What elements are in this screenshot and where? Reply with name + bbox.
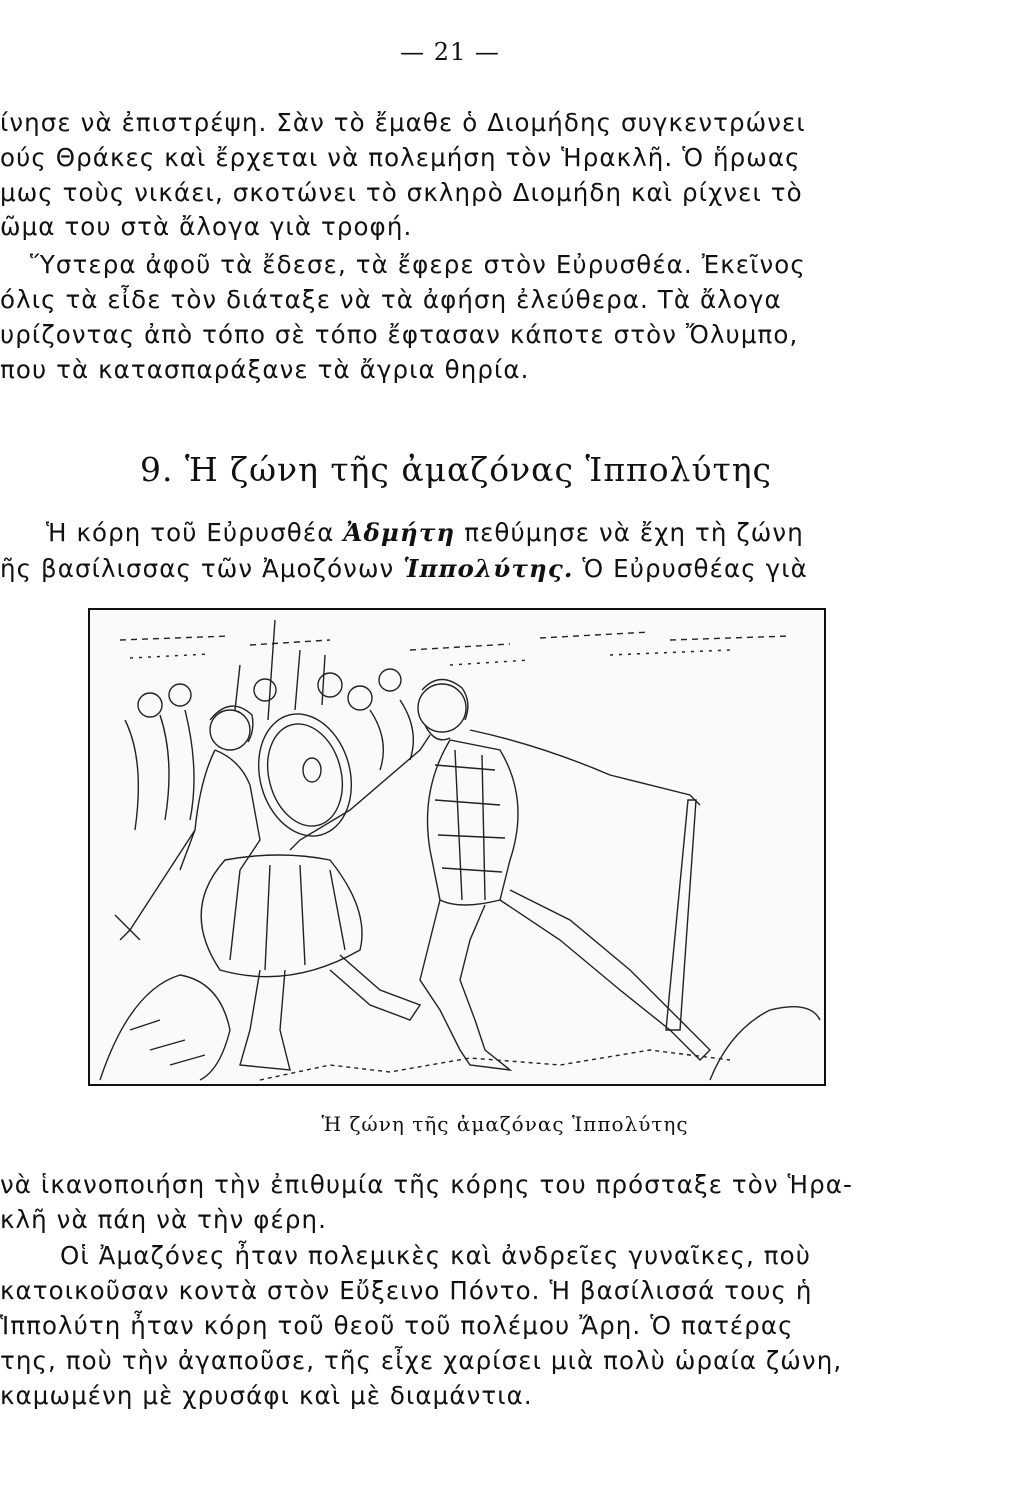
text-span: πεθύμησε νὰ ἔχη τὴ ζώνη xyxy=(455,518,804,547)
body-line xyxy=(0,554,808,584)
name-admiti: Ἀδμήτη xyxy=(343,518,456,547)
body-line: ούς Θράκες καὶ ἔρχεται νὰ πολεμήση τὸν Ἡρακλῆ. Ὁ ἥρωας xyxy=(0,143,801,172)
section-heading: 9. Ἡ ζώνη τῆς ἀμαζόνας Ἱππολύτης xyxy=(140,450,773,489)
body-line: που τὰ κατασπαράξανε τὰ ἄγρια θηρία. xyxy=(0,355,530,384)
body-line: ίνησε νὰ ἐπιστρέψη. Σὰν τὸ ἔμαθε ὁ Διομήδης συγκεντρώνει xyxy=(0,108,806,137)
illustration-heracles-amazon xyxy=(88,608,826,1086)
name-ippolyti: Ἱππολύτης. xyxy=(403,554,574,583)
text-span: ῆς βασίλισσας τῶν Ἀμοζόνων xyxy=(0,554,404,583)
body-line: μως τοὺς νικάει, σκοτώνει τὸ σκληρὸ Διομήδη καὶ ρίχνει τὸ xyxy=(0,178,803,207)
body-line: όλις τὰ εἶδε τὸν διάταξε νὰ τὰ ἀφήση ἐλεύθερα. Τὰ ἄλογα xyxy=(0,285,782,314)
body-line: Ὕστερα ἀφοῦ τὰ ἔδεσε, τὰ ἔφερε στὸν Εὐρυσθέα. Ἐκεῖνος xyxy=(30,250,806,279)
page-number: — 21 — xyxy=(400,38,500,66)
body-line: Ἱππολύτη ἦταν κόρη τοῦ θεοῦ τοῦ πολέμου Ἄρη. Ὁ πατέρας xyxy=(0,1311,794,1340)
body-line: νὰ ἱκανοποιήση τὴν ἐπιθυμία τῆς κόρης του πρόσταξε τὸν Ἡρα- xyxy=(0,1170,853,1199)
body-line: Οἱ Ἀμαζόνες ἦταν πολεμικὲς καὶ ἀνδρεῖες γυναῖκες, ποὺ xyxy=(60,1241,812,1270)
text-span: Ὁ Εὐρυσθέας γιὰ xyxy=(573,554,808,583)
body-line: της, ποὺ τὴν ἀγαποῦσε, τῆς εἶχε χαρίσει μιὰ πολὺ ὡραία ζώνη, xyxy=(0,1346,843,1375)
body-line: υρίζοντας ἀπὸ τόπο σὲ τόπο ἔφτασαν κάποτε στὸν Ὄλυμπο, xyxy=(0,320,799,349)
body-line: κατοικοῦσαν κοντὰ στὸν Εὔξεινο Πόντο. Ἡ βασίλισσά τους ἡ xyxy=(0,1276,813,1305)
engraving-drawing xyxy=(90,610,824,1084)
body-line xyxy=(46,518,804,548)
body-line: κλῆ νὰ πάη νὰ τὴν φέρη. xyxy=(0,1205,328,1234)
figure-caption: Ἡ ζώνη τῆς ἀμαζόνας Ἱππολύτης xyxy=(321,1112,689,1136)
body-line: ῶμα του στὰ ἄλογα γιὰ τροφή. xyxy=(0,212,413,241)
text-span: Ἡ κόρη τοῦ Εὐρυσθέα xyxy=(46,518,344,547)
body-line: καμωμένη μὲ χρυσάφι καὶ μὲ διαμάντια. xyxy=(0,1381,533,1410)
